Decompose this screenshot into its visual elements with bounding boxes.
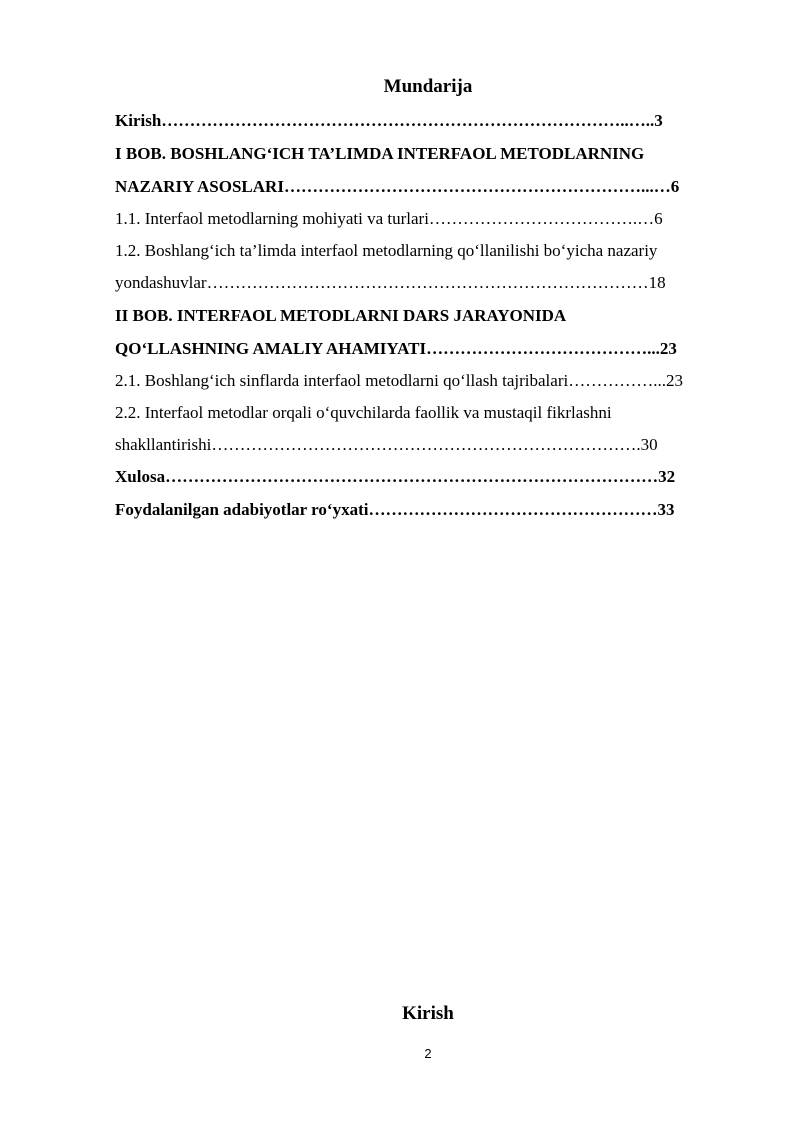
toc-entry-2-1: 2.1. Boshlang‘ich sinflarda interfaol metodlarni qo‘llash tajribalari……………...23 (115, 371, 683, 390)
toc-entry-1-2-line-2: yondashuvlar……………………………………………………………………18 (115, 273, 666, 292)
page-number: 2 (424, 1046, 432, 1061)
toc-entry-2-2-line-2: shakllantirishi………………………………………………………………….30 (115, 435, 658, 454)
toc-entry-chapter-2-line-2: QO‘LLASHNING AMALIY AHAMIYATI…………………………………...23 (115, 339, 677, 358)
toc-entry-kirish: Kirish………………………………………………………………………..…..3 (115, 111, 663, 130)
toc-entry-xulosa: Xulosa……………………………………………………………………………32 (115, 467, 676, 486)
toc-entry-chapter-2-line-1: II BOB. INTERFAOL METODLARNI DARS JARAYONIDA (115, 306, 567, 325)
toc-entry-chapter-1-line-2: NAZARIY ASOSLARI………………………………………………………...…6 (115, 177, 680, 196)
toc-entry-2-2-line-1: 2.2. Interfaol metodlar orqali o‘quvchilarda faollik va mustaqil fikrlashni (115, 403, 612, 422)
section-heading: Kirish (402, 1003, 454, 1024)
page-title: Mundarija (383, 76, 473, 97)
toc-entry-1-2-line-1: 1.2. Boshlang‘ich ta’limda interfaol metodlarning qo‘llanilishi bo‘yicha nazariy (115, 241, 658, 260)
toc-entry-chapter-1-line-1: I BOB. BOSHLANG‘ICH TA’LIMDA INTERFAOL METODLARNING (115, 144, 645, 163)
toc-entry-bibliography: Foydalanilgan adabiyotlar ro‘yxati……………………………………………33 (115, 500, 675, 519)
toc-entry-1-1: 1.1. Interfaol metodlarning mohiyati va turlari……………………………….…6 (115, 209, 663, 228)
